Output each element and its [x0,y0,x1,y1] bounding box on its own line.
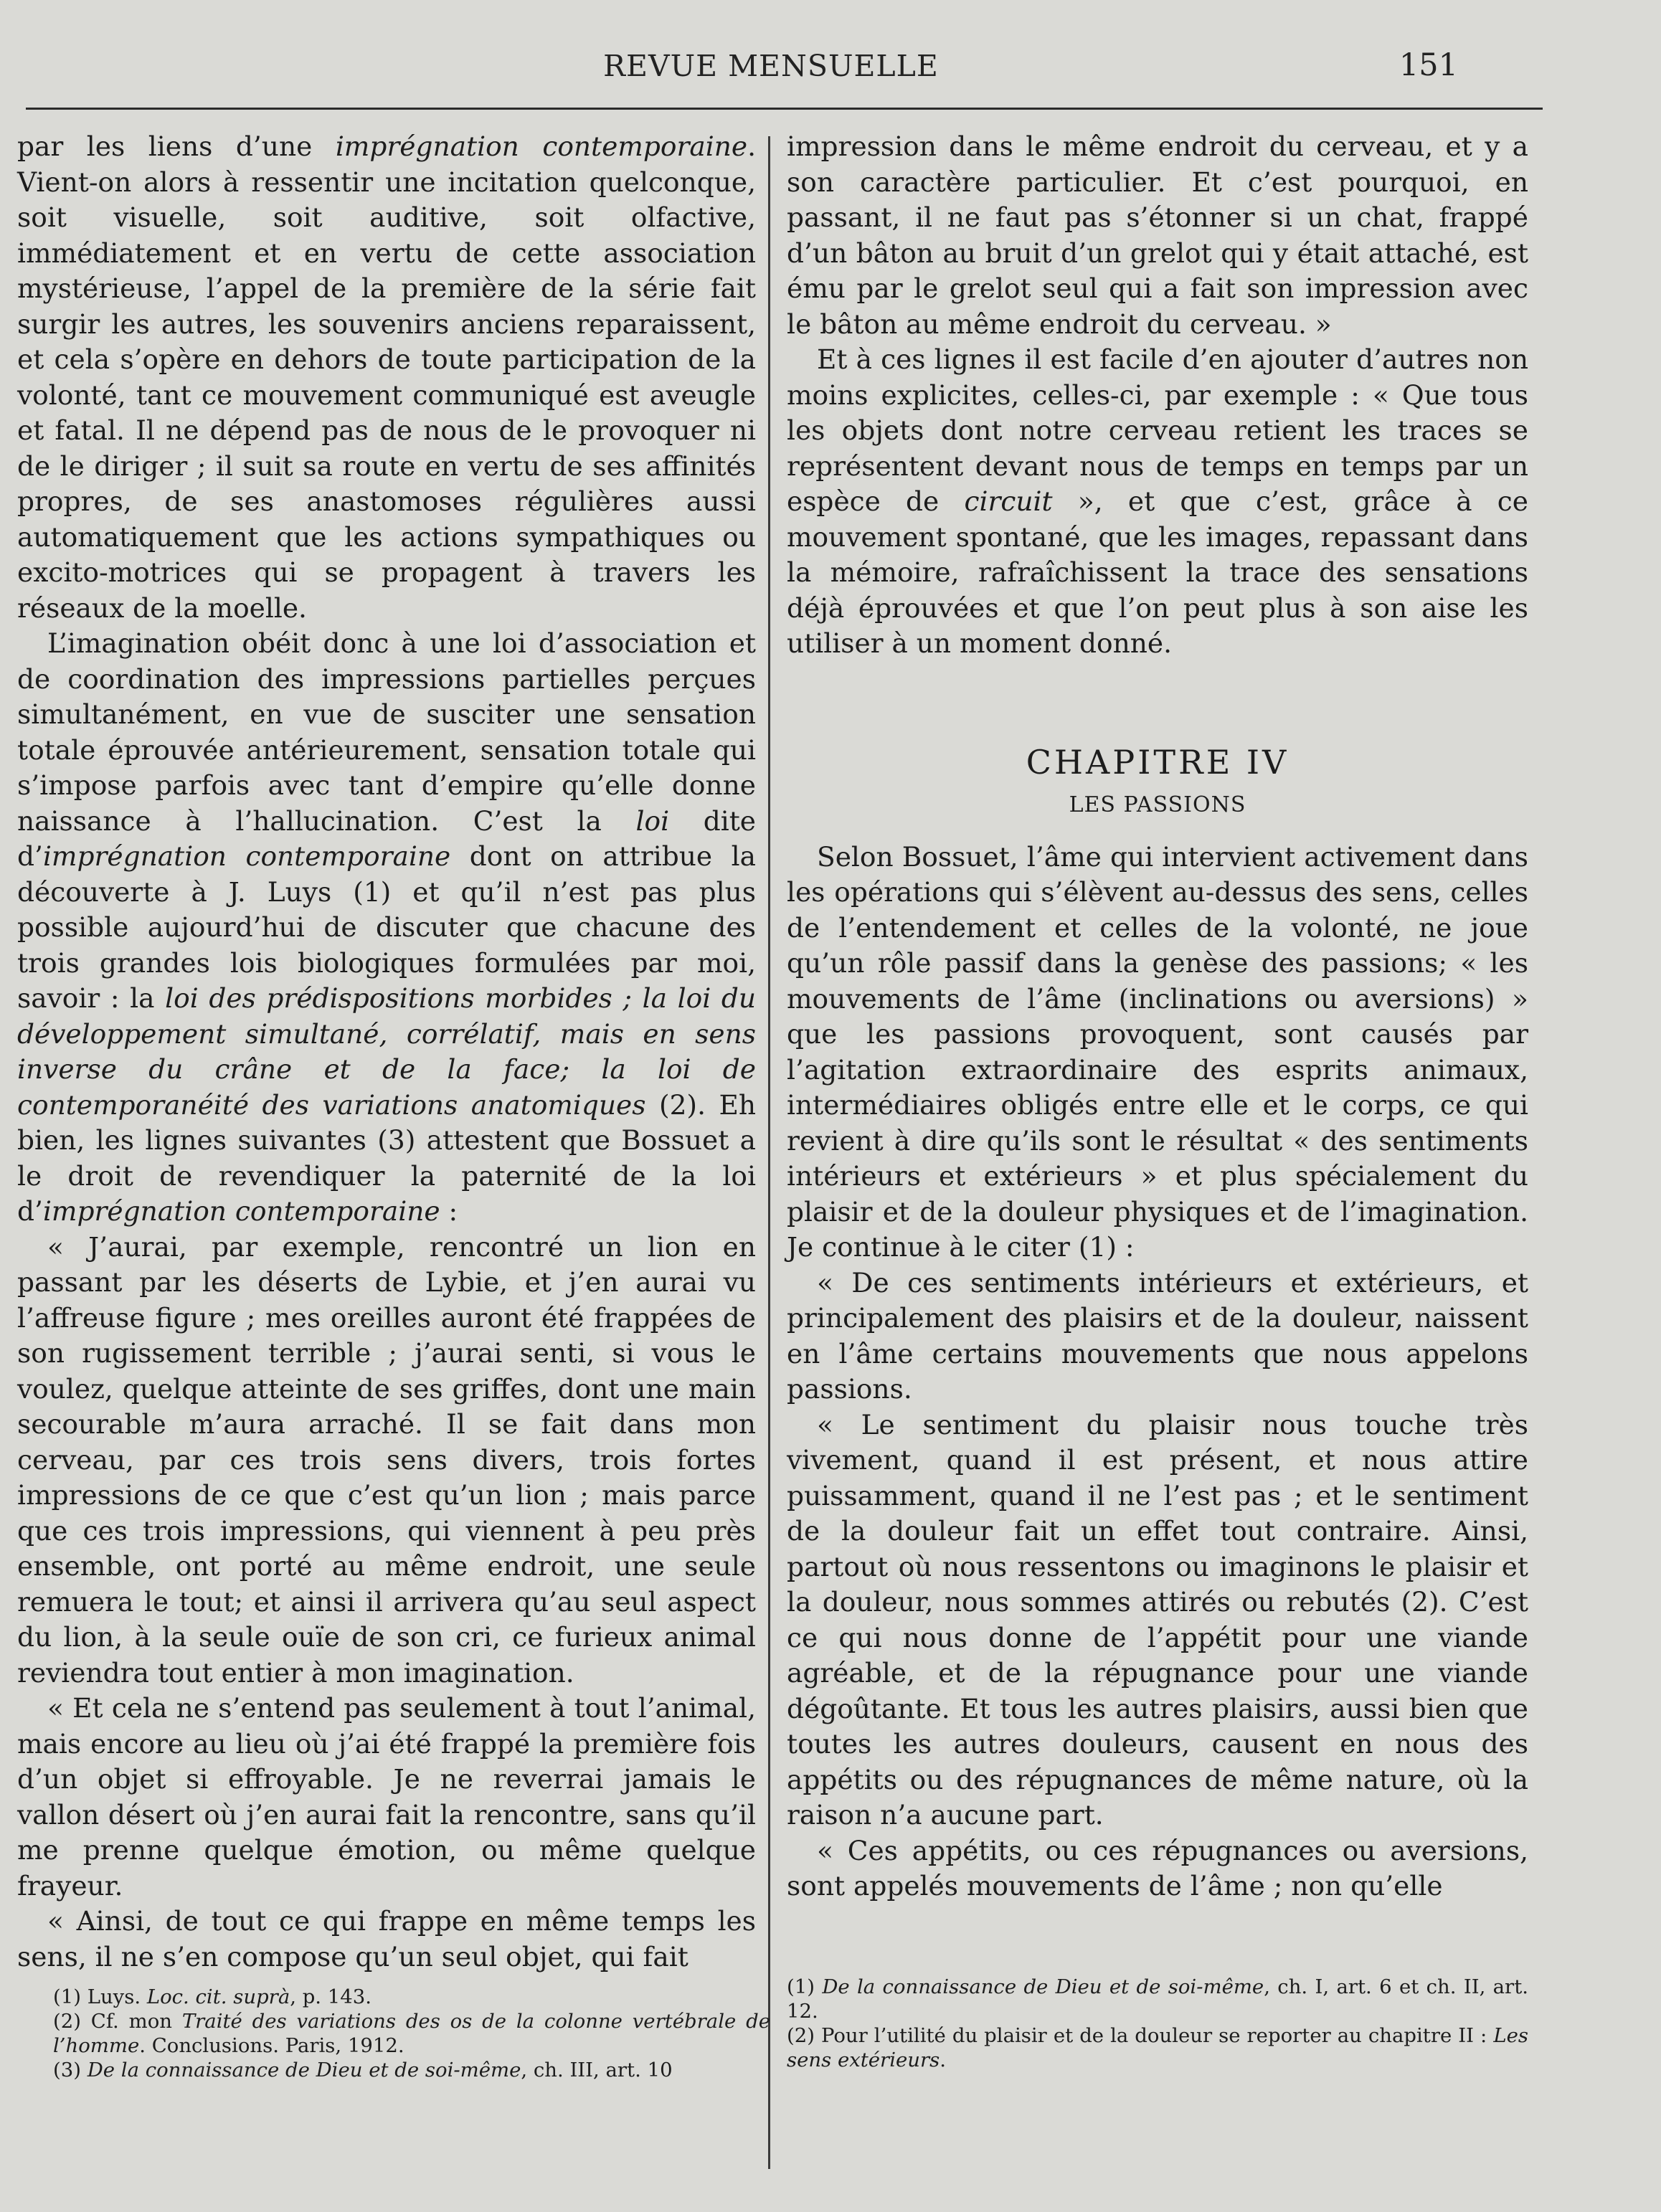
chapter-subtitle: LES PASSIONS [1069,792,1246,817]
chapter-title: CHAPITRE IV [1026,742,1289,782]
text-run: « Ainsi, de tout ce qui frappe en même temps les sens, il ne s’en compose qu’un seul objet, qui fait [17,1905,756,1973]
text-run: (1) Luys. [53,1985,147,2008]
paragraph [17,129,756,626]
paragraph [17,1230,756,1691]
text-run: par les liens d’une [17,130,336,162]
running-title: REVUE MENSUELLE [603,49,939,83]
text-run: , p. 143. [290,1985,372,2008]
text-run: L’imagination obéit donc à une loi d’association et de coordination des impressions partielles perçues simultanément, en vue de susciter une sensation totale éprouvée antérieurement, sensation totale qui s’impose parfois avec tant d’empire qu’elle donne naissance à l’hallucination. C’est la [17,627,756,837]
paragraph [787,1833,1528,1904]
italic-text: Les sens extérieurs [787,2024,1528,2071]
paragraph [787,840,1528,1266]
text-run: . Vient-on alors à ressentir une incitation quelconque, soit visuelle, soit auditive, soit olfactive, immédiatement et en vertu de cette association mystérieuse, l’appel de la première de la série fait surgir les autres, les souvenirs anciens reparaissent, et cela s’opère en dehors de toute participation de la volonté, tant ce mouvement communiqué est aveugle et fatal. Il ne dépend pas de nous de le provoquer ni de le diriger ; il suit sa route en vertu de ses affinités propres, de ses anastomoses régulières aussi automatiquement que les actions sympathiques ou excito-motrices qui se propagent à travers les réseaux de la moelle. [17,130,756,624]
text-run: , ch. III, art. 10 [521,2059,673,2082]
paragraph [17,626,756,1230]
italic-text: Loc. cit. suprà [146,1985,290,2008]
text-run: (2). Eh bien, les lignes suivantes (3) attestent que Bossuet a le droit de revendiquer la paternité de la loi d’ [17,1088,757,1227]
left-column [17,129,756,1975]
footnote [53,2058,770,2082]
paragraph [787,1266,1528,1408]
text-run: « Et cela ne s’entend pas seulement à tout l’animal, mais encore au lieu où j’ai été frappé la première fois d’un objet si effroyable. Je ne reverrai jamais le vallon désert où j’en aurai fait la rencontre, sans qu’il me prenne quelque émotion, ou même quelque frayeur. [17,1692,756,1902]
text-run: dont on attribue la découverte à J. Luys (1) et qu’il n’est pas plus possible aujourd’hui de discuter que chacune des trois grandes lois biologiques formulées par moi, savoir : la [17,840,757,1014]
footnote [53,2009,770,2058]
left-footnotes [53,1985,770,2082]
text-run: , ch. I, art. 6 et ch. II, art. 12. [787,1975,1528,2023]
paragraph [787,1408,1528,1833]
text-run: « J’aurai, par exemple, rencontré un lion en passant par les déserts de Lybie, et j’en aurai vu l’affreuse figure ; mes oreilles auront été frappées de son rugissement terrible ; j’aurai senti, si vous le voulez, quelque atteinte de ses griffes, dont une main secourable m’aura arraché. Il se fait dans mon cerveau, par ces trois sens divers, trois fortes impressions de ce que c’est qu’un lion ; mais parce que ces trois impressions, qui viennent à peu près ensemble, ont porté au même endroit, une seule remuera le tout; et ainsi il arrivera qu’au seul aspect du lion, à la seule ouïe de son cri, ce furieux animal reviendra tout entier à mon imagination. [17,1230,756,1689]
text-run: dite d’ [17,804,756,872]
right-body-before [787,129,1528,662]
right-column [787,129,1528,1904]
text-run: « De ces sentiments intérieurs et extérieurs, et principalement des plaisirs et de la douleur, naissent en l’âme certains mouvements que nous appelons passions. [787,1266,1528,1405]
column-divider [768,136,770,2169]
footnote [53,1985,770,2009]
text-run: (1) [787,1975,823,1998]
right-body-after [787,840,1528,1904]
italic-text: De la connaissance de Dieu et de soi-même [822,1975,1264,1998]
footnote [787,1975,1528,2023]
text-run: . [940,2049,946,2071]
text-run: « Ces appétits, ou ces répugnances ou aversions, sont appelés mouvements de l’âme ; non qu’elle [787,1834,1528,1902]
italic-text: circuit [964,485,1053,517]
text-run: impression dans le même endroit du cerveau, et y a son caractère particulier. Et c’est pourquoi, en passant, il ne faut pas s’étonner si un chat, frappé d’un bâton au bruit d’un grelot qui y était attaché, est ému par le grelot seul qui a fait son impression avec le bâton au même endroit du cerveau. » [787,130,1528,340]
text-run: Et à ces lignes il est facile d’en ajouter d’autres non moins explicites, celles-ci, par exemple : « Que tous les objets dont notre cerveau retient les traces se représentent devant nous de temps en temps par un espèce de [787,343,1528,517]
text-run: « Le sentiment du plaisir nous touche très vivement, quand il est présent, et nous attire puissamment, quand il ne l’est pas ; et le sentiment de la douleur fait un effet tout contraire. Ainsi, partout où nous ressentons ou imaginons le plaisir et la douleur, nous sommes attirés ou rebutés (2). C’est ce qui nous donne de l’appétit pour une viande agréable, et de la répugnance pour une viande dégoûtante. Et tous les autres plaisirs, aussi bien que toutes les autres douleurs, causent en nous des appétits ou des répugnances de même nature, où la raison n’a aucune part. [787,1408,1528,1831]
right-footnotes [787,1975,1528,2072]
paragraph [17,1691,756,1904]
italic-text: imprégnation contemporaine [335,130,748,162]
text-run: (3) [53,2059,87,2082]
italic-text: Traité des variations des os de la colonne vertébrale de l’homme [53,2010,770,2057]
text-run: (2) Cf. mon [53,2010,182,2033]
italic-text: De la connaissance de Dieu et de soi-même [87,2059,521,2082]
text-run: », et que c’est, grâce à ce mouvement spontané, que les images, repassant dans la mémoire, rafraîchissent la trace des sensations déjà éprouvées et que l’on peut plus à son aise les utiliser à un moment donné. [787,485,1528,659]
italic-text: loi des prédispositions morbides ; la loi du développement simultané, corrélatif, mais en sens inverse du crâne et de la face; la loi de contemporanéité des variations anatomiques [17,982,756,1121]
header-rule [26,108,1543,110]
paragraph [17,1904,756,1975]
paragraph [787,129,1528,342]
left-body [17,129,756,1975]
footnote [787,2023,1528,2072]
page-number: 151 [1399,47,1458,83]
paragraph [787,342,1528,662]
text-run: : [440,1195,458,1227]
text-run: . Conclusions. Paris, 1912. [139,2034,404,2057]
italic-text: imprégnation contemporaine [42,840,451,872]
italic-text: loi [635,804,670,837]
italic-text: imprégnation contemporaine [42,1195,440,1227]
text-run: Selon Bossuet, l’âme qui intervient activement dans les opérations qui s’élèvent au-dessus des sens, celles de l’entendement et celles de la volonté, ne joue qu’un rôle passif dans la genèse des passions; « les mouvements de l’âme (inclinations ou aversions) » que les passions provoquent, sont causés par l’agitation extraordinaire des esprits animaux, intermédiaires obligés entre elle et le corps, ce qui revient à dire qu’ils sont le résultat « des sentiments intérieurs et extérieurs » et plus spécialement du plaisir et de la douleur physiques et de l’imagination. Je continue à le citer (1) : [787,840,1528,1263]
text-run: (2) Pour l’utilité du plaisir et de la douleur se reporter au chapitre II : [787,2024,1494,2047]
